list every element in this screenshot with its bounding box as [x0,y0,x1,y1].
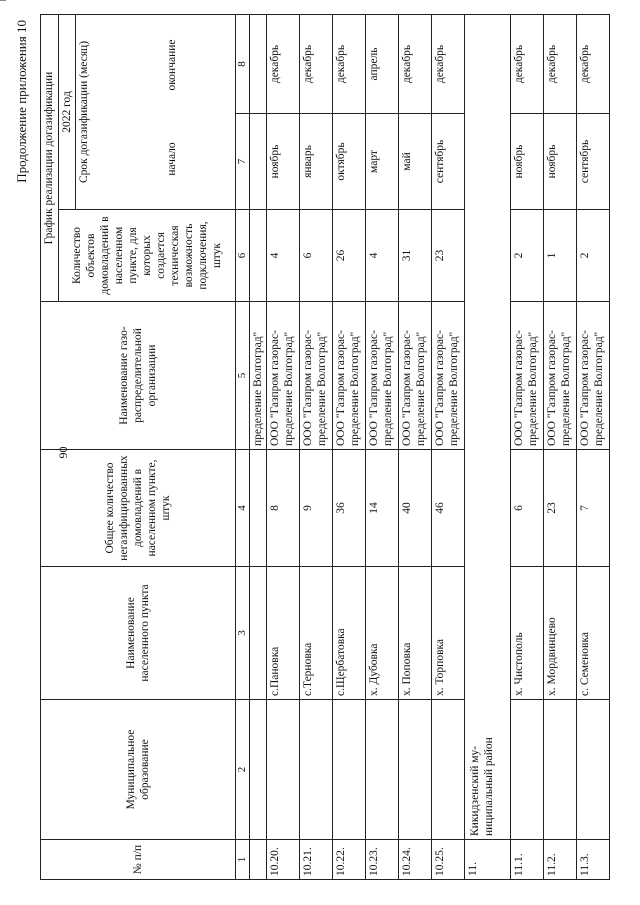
row-gas-organization: ООО "Газпром газорас-пределение Волгоград" [399,302,432,450]
header-number: № п/п [41,840,236,880]
row-objects-count: 2 [577,210,610,302]
row-number: 10.24. [399,840,432,880]
column-number: 7 [236,114,250,210]
row-total-households: 14 [366,450,399,567]
carried-over-org-text: пределение Волгоград" [250,302,267,450]
table-row [511,14,544,879]
region-number: 11. [465,840,511,880]
row-municipality [267,700,300,840]
row-start-month: сентябрь [577,114,610,210]
row-start-month: сентябрь [432,114,465,210]
row-start-month: ноябрь [544,114,577,210]
row-gas-organization: ООО "Газпром газорас-пределение Волгоград" [366,302,399,450]
header-gas-organization: Наименование газо-распределительной организации [41,302,236,450]
row-settlement: х. Чистополь [511,567,544,700]
row-total-households: 46 [432,450,465,567]
table-row [399,14,432,879]
row-end-month: декабрь [511,14,544,113]
row-number: 11.3. [577,840,610,880]
column-number: 6 [236,210,250,302]
header-year: 2022 год [59,14,76,209]
row-objects-count: 4 [366,210,399,302]
row-municipality [366,700,399,840]
row-end-month: декабрь [267,14,300,113]
row-total-households: 23 [544,450,577,567]
row-total-households: 6 [511,450,544,567]
table-row [267,14,300,879]
column-number: 1 [236,840,250,880]
row-start-month: ноябрь [511,114,544,210]
row-objects-count: 4 [267,210,300,302]
header-end: окончание [166,39,179,91]
row-number: 10.21. [300,840,333,880]
header-term-label: Срок догазификации (месяц) [78,40,91,184]
row-settlement: с. Семеновка [577,567,610,700]
gasification-schedule-table [40,14,610,880]
table-row [300,14,333,879]
row-municipality [333,700,366,840]
region-row [465,14,511,879]
row-number: 11.2. [544,840,577,880]
column-number: 8 [236,14,250,113]
row-gas-organization: ООО "Газпром газорас-пределение Волгоград" [432,302,465,450]
row-settlement: с.Пановка [267,567,300,700]
row-total-households: 9 [300,450,333,567]
region-name: Кикидзенский му-ниципальный район [465,700,511,840]
header-term [76,14,236,209]
table-row [366,14,399,879]
column-number: 4 [236,450,250,567]
header-total-households: Общее количество негазифицированных домовладений в населенном пункте, штук [41,450,236,567]
row-number: 10.20. [267,840,300,880]
row-end-month: декабрь [399,14,432,113]
row-settlement: х. Поповка [399,567,432,700]
row-gas-organization: ООО "Газпром газорас-пределение Волгоград" [544,302,577,450]
row-end-month: декабрь [432,14,465,113]
column-number: 3 [236,567,250,700]
row-start-month: май [399,114,432,210]
row-municipality [300,700,333,840]
table-row [577,14,610,879]
header-objects-count: Количество объектов домовладений в населенном пункте, для которых создается техническая возможность подключения, штук [59,210,236,302]
column-number: 5 [236,302,250,450]
header-start: начало [166,142,179,176]
row-municipality [511,700,544,840]
scan-edge-line [0,0,6,1]
row-settlement: с.Терновка [300,567,333,700]
table-header [41,14,250,879]
table-row [544,14,577,879]
row-gas-organization: ООО "Газпром газорас-пределение Волгоград" [333,302,366,450]
header-settlement: Наименование населенного пункта [41,567,236,700]
row-start-month: март [366,114,399,210]
page-number: 90 [56,446,70,459]
row-gas-organization: ООО "Газпром газорас-пределение Волгоград" [300,302,333,450]
header-schedule-group: График реализации догазификации [41,14,59,301]
row-end-month: апрель [366,14,399,113]
row-number: 10.23. [366,840,399,880]
row-gas-organization: ООО "Газпром газорас-пределение Волгоград" [577,302,610,450]
row-end-month: декабрь [577,14,610,113]
appendix-continuation-label: Продолжение приложения 10 [14,20,29,183]
row-objects-count: 6 [300,210,333,302]
row-settlement: х. Мордвинцево [544,567,577,700]
column-number: 2 [236,700,250,840]
row-objects-count: 23 [432,210,465,302]
row-start-month: январь [300,114,333,210]
row-objects-count: 31 [399,210,432,302]
row-municipality [432,700,465,840]
row-total-households: 8 [267,450,300,567]
row-total-households: 36 [333,450,366,567]
row-end-month: декабрь [333,14,366,113]
row-end-month: декабрь [544,14,577,113]
row-municipality [577,700,610,840]
row-total-households: 7 [577,450,610,567]
row-objects-count: 26 [333,210,366,302]
row-settlement: х. Торповка [432,567,465,700]
row-municipality [544,700,577,840]
row-objects-count: 1 [544,210,577,302]
row-gas-organization: ООО "Газпром газорас-пределение Волгоград" [267,302,300,450]
row-start-month: октябрь [333,114,366,210]
row-settlement: с.Щербатовка [333,567,366,700]
table-body [250,14,610,879]
table-row [250,14,267,879]
row-start-month: ноябрь [267,114,300,210]
table-row [432,14,465,879]
row-settlement: х. Дубовка [366,567,399,700]
row-total-households: 40 [399,450,432,567]
row-number: 11.1. [511,840,544,880]
row-gas-organization: ООО "Газпром газорас-пределение Волгоград" [511,302,544,450]
row-municipality [399,700,432,840]
row-end-month: декабрь [300,14,333,113]
row-number: 10.22. [333,840,366,880]
table-row [333,14,366,879]
row-number: 10.25. [432,840,465,880]
header-municipality: Муниципальное образование [41,700,236,840]
row-objects-count: 2 [511,210,544,302]
